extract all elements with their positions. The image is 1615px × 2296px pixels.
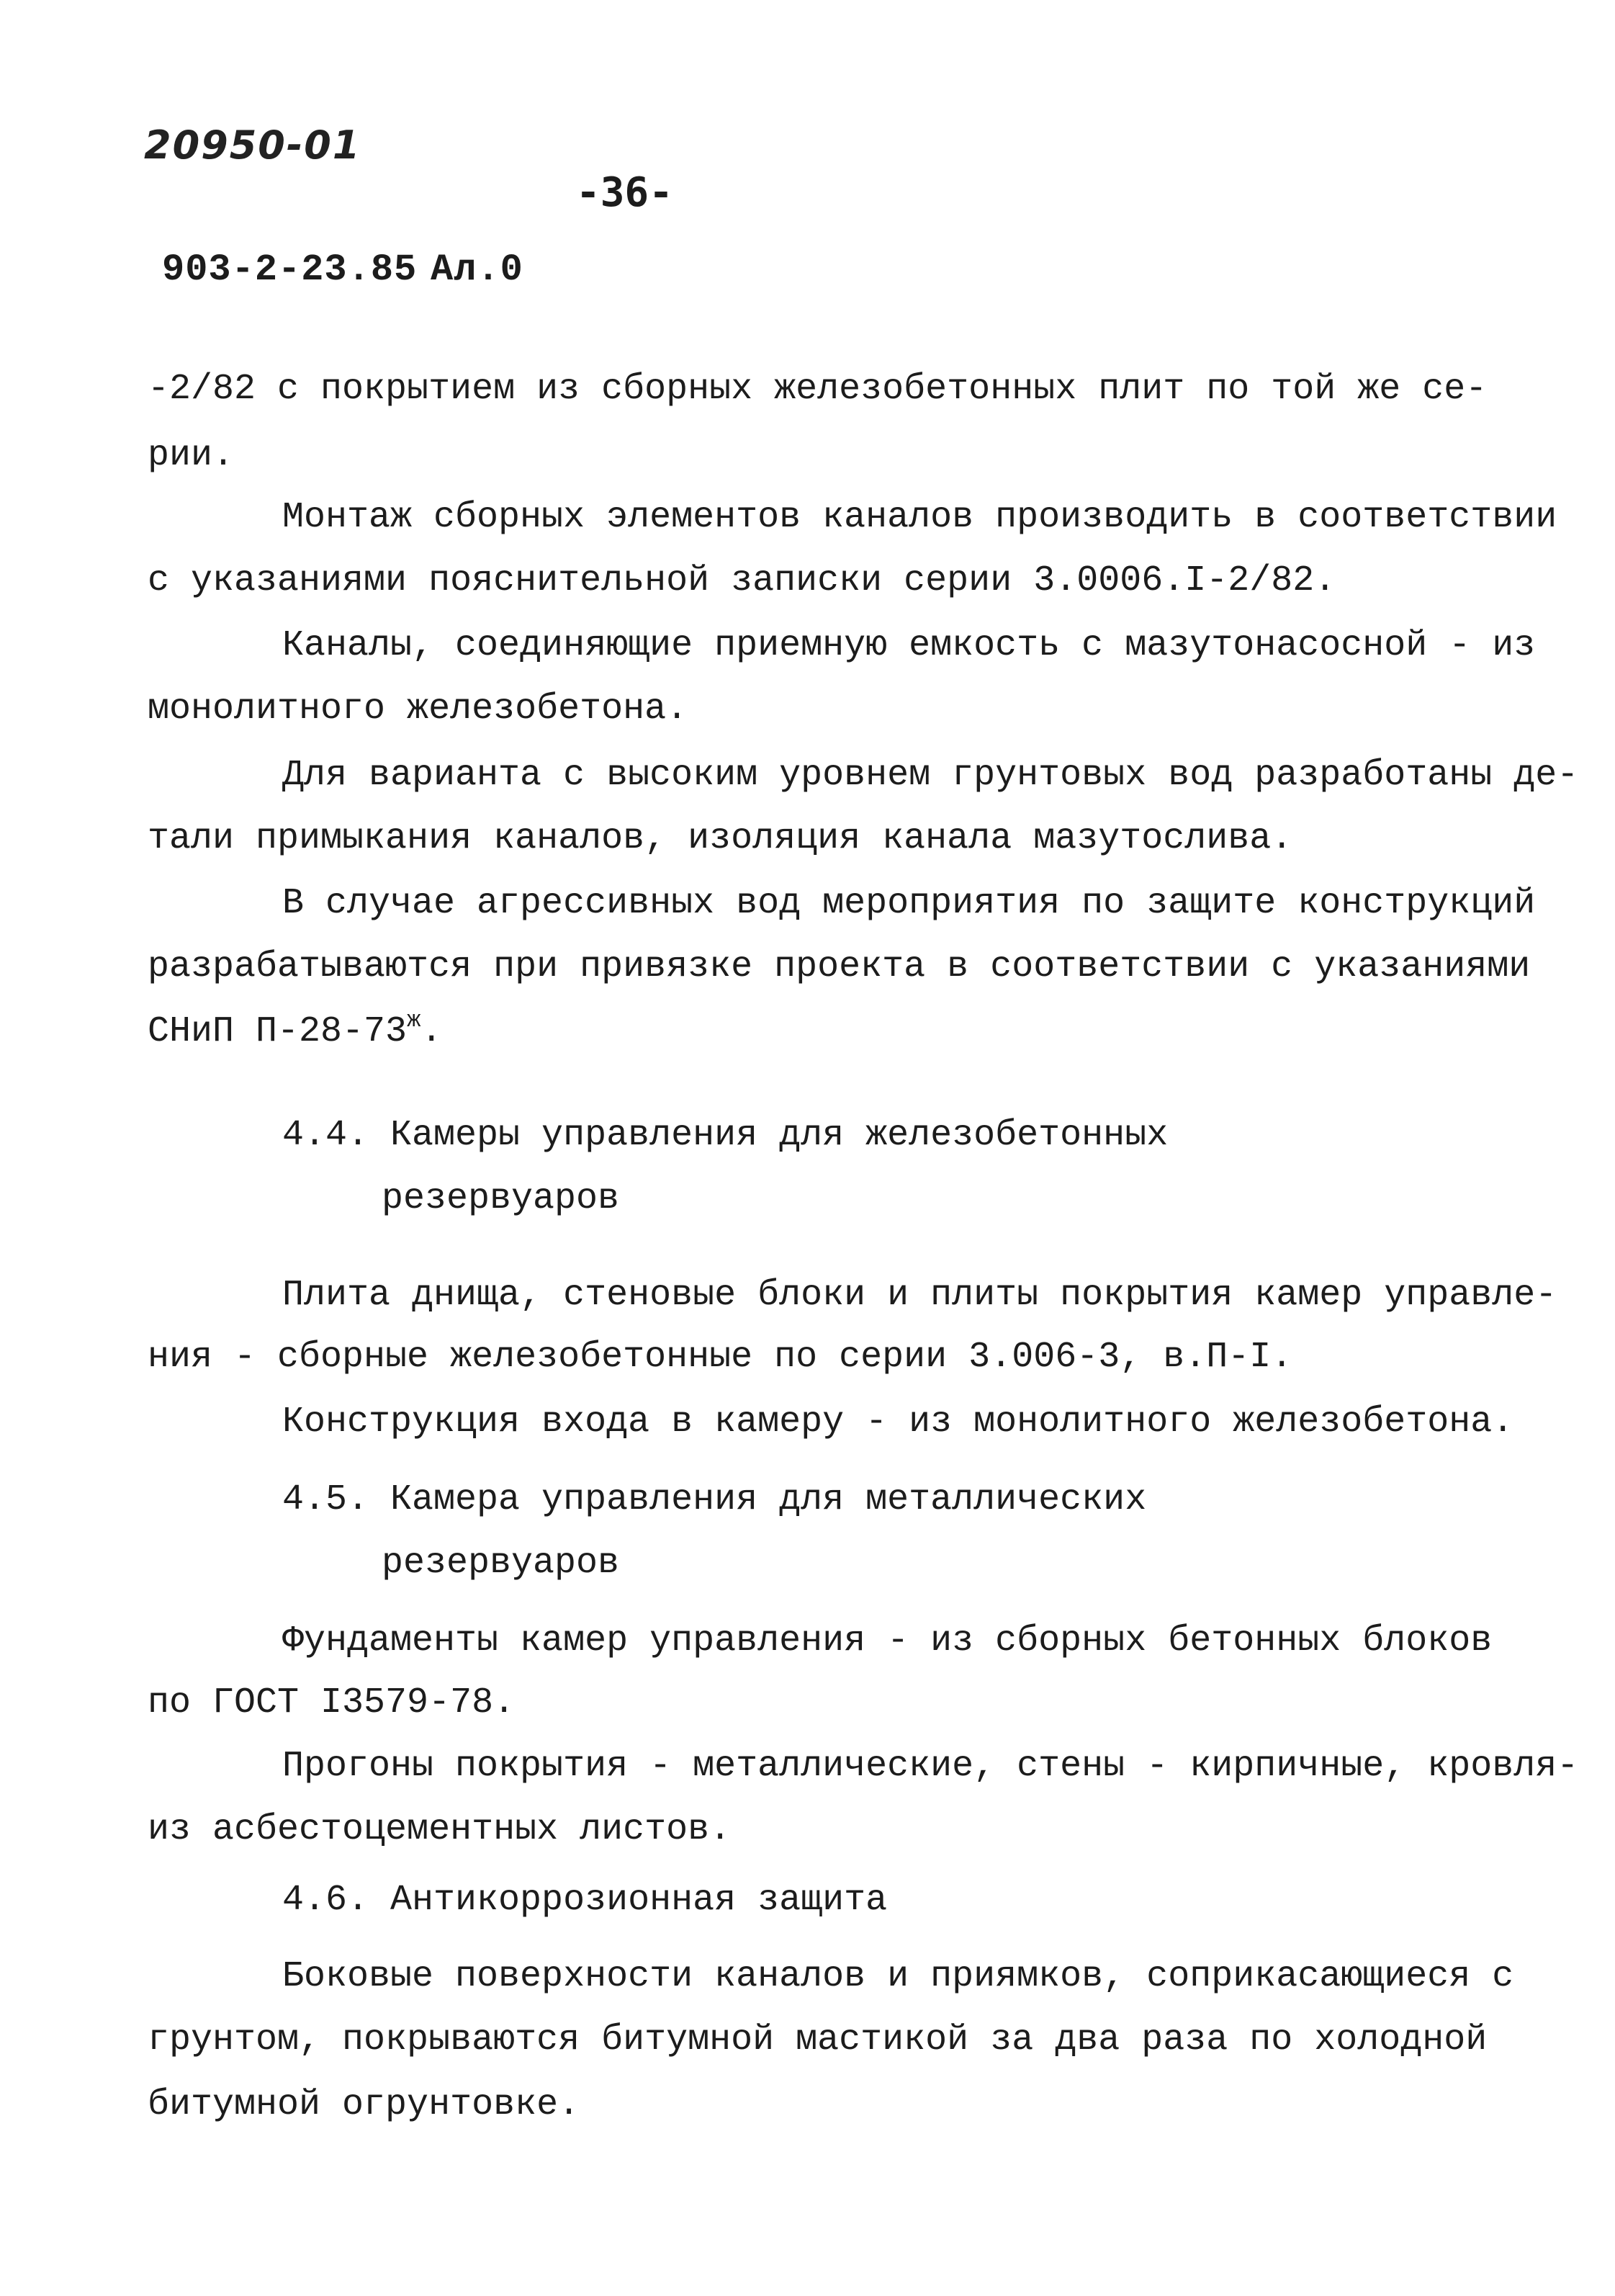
section-heading-4-5: 4.5. Камера управления для металлических xyxy=(282,1479,1147,1520)
paragraph-line: разрабатываются при привязке проекта в соответствии с указаниями xyxy=(148,946,1531,987)
paragraph-line: Боковые поверхности каналов и приямков, соприкасающиеся с xyxy=(282,1956,1514,1997)
paragraph-line: -2/82 с покрытием из сборных железобетонных плит по той же се- xyxy=(148,369,1488,410)
paragraph-line: Плита днища, стеновые блоки и плиты покрытия камер управле- xyxy=(282,1275,1557,1316)
paragraph-line: рии. xyxy=(148,435,235,476)
paragraph-line: ния - сборные железобетонные по серии 3.006-3, в.П-I. xyxy=(148,1337,1293,1378)
paragraph-line: по ГОСТ I3579-78. xyxy=(148,1682,516,1723)
section-heading-4-6: 4.6. Антикоррозионная защита xyxy=(282,1880,888,1921)
page-number: -36- xyxy=(576,169,673,216)
album-label: Ал.0 xyxy=(431,248,523,291)
paragraph-line: с указаниями пояснительной записки серии 3.0006.I-2/82. xyxy=(148,560,1336,601)
paragraph-line: Монтаж сборных элементов каналов производить в соответствии xyxy=(282,497,1557,538)
section-heading-4-4: 4.4. Камеры управления для железобетонных xyxy=(282,1115,1169,1156)
section-heading-4-5-cont: резервуаров xyxy=(382,1543,620,1584)
paragraph-line: битумной огрунтовке. xyxy=(148,2084,580,2125)
snip-period: . xyxy=(420,1011,443,1052)
paragraph-line-snip xyxy=(148,1007,443,1052)
paragraph-line: Каналы, соединяющие приемную емкость с мазутонасосной - из xyxy=(282,625,1536,666)
paragraph-line: монолитного железобетона. xyxy=(148,689,688,730)
snip-superscript: ж xyxy=(407,1007,421,1033)
paragraph-line: В случае агрессивных вод мероприятия по защите конструкций xyxy=(282,883,1536,924)
paragraph-line: из асбестоцементных листов. xyxy=(148,1809,732,1850)
paragraph-line: Фундаменты камер управления - из сборных бетонных блоков xyxy=(282,1620,1493,1662)
section-heading-4-4-cont: резервуаров xyxy=(382,1178,620,1219)
paragraph-line: Прогоны покрытия - металлические, стены - кирпичные, кровля- xyxy=(282,1746,1579,1787)
paragraph-line: Конструкция входа в камеру - из монолитного железобетона. xyxy=(282,1402,1514,1443)
paragraph-line: тали примыкания каналов, изоляция канала мазутослива. xyxy=(148,818,1293,859)
document-code: 903-2-23.85 xyxy=(162,248,418,291)
paragraph-line: грунтом, покрываются битумной мастикой за два раза по холодной xyxy=(148,2019,1488,2060)
archive-number: 20950-01 xyxy=(144,122,361,168)
paragraph-line: Для варианта с высоким уровнем грунтовых вод разработаны де- xyxy=(282,755,1579,796)
snip-reference: СНиП П-28-73 xyxy=(148,1011,408,1052)
